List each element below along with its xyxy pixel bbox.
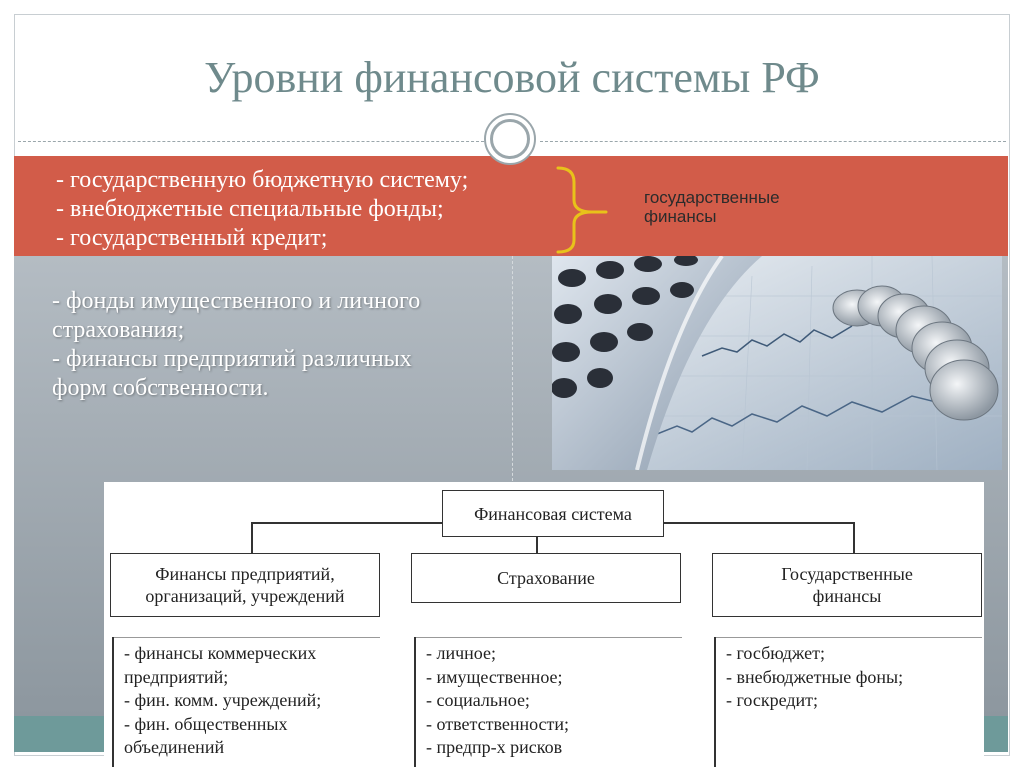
title-divider-right <box>540 141 1006 142</box>
financial-system-diagram <box>104 482 984 767</box>
content-vertical-divider <box>512 256 513 486</box>
state-finance-list <box>56 166 468 253</box>
diagram-root-box <box>442 490 664 537</box>
list-border-line <box>714 637 982 638</box>
list-item: - госкредит; <box>726 690 819 710</box>
branch-title-line: Финансы предприятий, <box>155 564 335 584</box>
branch-title-line: Страхование <box>497 568 595 588</box>
circle-ornament <box>484 113 536 165</box>
state-finance-item: - государственную бюджетную систему; <box>56 167 469 193</box>
state-finance-sublist <box>716 642 984 713</box>
finance-photo-image <box>552 256 1002 470</box>
list-item: - социальное; <box>426 690 530 710</box>
state-finance-label <box>644 188 780 226</box>
branch-title-line: Государственные <box>781 564 913 584</box>
other-finance-line: страхования; <box>52 317 185 343</box>
list-item: - личное; <box>426 643 497 663</box>
list-item: - ответственности; <box>426 713 570 734</box>
branch-box-insurance <box>411 553 681 603</box>
insurance-list <box>416 642 684 760</box>
list-item: объединений <box>124 737 225 757</box>
state-finance-label-line: финансы <box>644 207 717 226</box>
list-item: предприятий; <box>124 666 229 687</box>
list-item: - фин. комм. учреждений; <box>124 690 322 710</box>
enterprise-finance-list <box>114 642 382 760</box>
connector-line <box>251 522 253 553</box>
state-finance-item: - государственный кредит; <box>56 225 328 251</box>
branch-box-state-finance <box>712 553 982 617</box>
list-item: - финансы коммерческих <box>124 643 317 663</box>
state-finance-item: - внебюджетные специальные фонды; <box>56 196 444 222</box>
list-item: - имущественное; <box>426 666 563 687</box>
branch-box-enterprise-finance <box>110 553 380 617</box>
list-item: - предпр-х рисков <box>426 737 563 757</box>
branch-title-line: организаций, учреждений <box>145 586 345 606</box>
other-finance-line: - финансы предприятий различных <box>52 346 412 372</box>
slide-title: Уровни финансовой системы РФ <box>204 53 820 102</box>
list-border-line <box>414 637 682 638</box>
list-item: - фин. общественных <box>124 713 288 734</box>
connector-line <box>664 522 854 524</box>
connector-line <box>536 537 538 553</box>
connector-line <box>251 522 442 524</box>
connector-line <box>853 522 855 553</box>
other-finance-list <box>52 287 420 403</box>
title-divider-left <box>18 141 484 142</box>
list-item: - внебюджетные фоны; <box>726 666 904 687</box>
diagram-root-label: Финансовая система <box>474 503 632 524</box>
list-border-line <box>112 637 380 638</box>
branch-title-line: финансы <box>812 586 882 606</box>
list-item: - госбюджет; <box>726 643 825 663</box>
state-finance-label-line: государственные <box>644 188 780 207</box>
other-finance-line: форм собственности. <box>52 375 269 401</box>
curly-brace-icon <box>540 164 610 256</box>
other-finance-line: - фонды имущественного и личного <box>52 288 421 314</box>
